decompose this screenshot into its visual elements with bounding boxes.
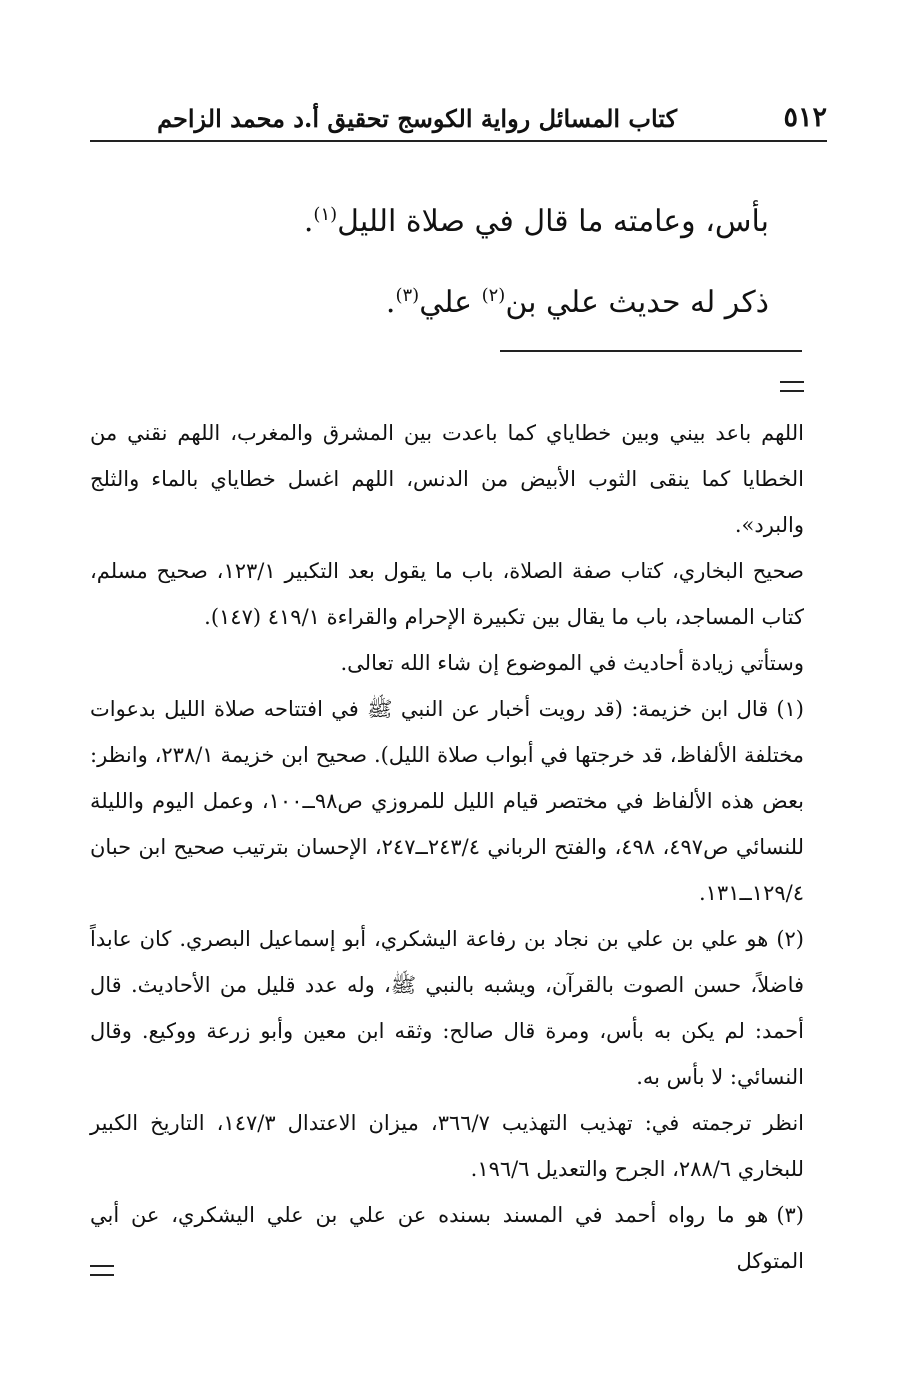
footnote-paragraph: انظر ترجمته في: تهذيب التهذيب ٣٦٦/٧، ميزان الاعتدال ١٤٧/٣، التاريخ الكبير للبخاري ٢٨٨/٦، الجرح والتعديل ١٩٦/٦. [90,1111,804,1181]
footnote-number: (٢) [776,927,804,951]
footnote-separator [500,350,802,352]
page-header [90,100,827,142]
page-number: ٥١٢ [783,102,827,133]
running-title: كتاب المسائل رواية الكوسج تحقيق أ.د محمد الزاحم [157,104,677,133]
footnote-1 [90,686,804,916]
footnote-number: (٣) [776,1203,804,1227]
footnote-paragraph: وستأتي زيادة أحاديث في الموضوع إن شاء الله تعالى. [340,651,804,675]
footnote-paragraph: صحيح البخاري، كتاب صفة الصلاة، باب ما يقول بعد التكبير ١٢٣/١، صحيح مسلم، كتاب المساجد، باب ما يقال بين تكبيرة الإحرام والقراءة ٤١٩/١ (١٤٧). [90,559,804,629]
continuation-mark [780,381,804,392]
footnote-paragraph: اللهم باعد بيني وبين خطاياي كما باعدت بين المشرق والمغرب، اللهم نقني من الخطايا كما ينقى الثوب الأبيض من الدنس، اللهم اغسل خطاياي بالماء والثلج والبرد». [90,421,804,537]
footnote-ref: (٣) [395,285,420,306]
footnote-2 [90,916,804,1100]
footnote-paragraph: (٣)هو ما رواه أحمد في المسند بسنده عن علي بن علي اليشكري، عن أبي المتوكل [90,1203,804,1273]
main-text-line: بأس، وعامته ما قال في صلاة الليل$^{(١)}$. [303,204,769,239]
footnote-ref: (١) [313,204,338,225]
footnote-ref: (٢) [481,285,506,306]
main-text-line: ذكر له حديث علي بن$^{(٢)}$ علي$^{(٣)}$. [385,285,769,320]
footnote-paragraph: (١)قال ابن خزيمة: (قد رويت أخبار عن النبي ﷺ في افتتاحه صلاة الليل بدعوات مختلفة الألفاظ، قد خرجتها في أبواب صلاة الليل). صحيح ابن خزيمة ٢٣٨/١، وانظر: بعض هذه الألفاظ في مختصر قيام الليل للمروزي ص٩٨ــ١٠٠، وعمل اليوم والليلة للنسائي ص٤٩٧، ٤٩٨، والفتح الرباني ٢٤٣/٤ــ٢٤٧، الإحسان بترتيب صحيح ابن حبان ١٢٩/٤ــ١٣١. [90,697,805,905]
main-text [169,178,769,340]
footnotes-section [90,410,804,1284]
footnote-paragraph: (٢)هو علي بن علي بن نجاد بن رفاعة اليشكري، أبو إسماعيل البصري. كان عابداً فاضلاً، حسن الصوت بالقرآن، ويشبه بالنبي ﷺ، وله عدد قليل من الأحاديث. قال أحمد: لم يكن به بأس، ومرة قال صالح: وثقه ابن معين وأبو زرعة ووكيع. وقال النسائي: لا بأس به. [90,927,804,1089]
footnote-number: (١) [776,697,804,721]
footnote-3 [90,1192,804,1284]
continuation-mark [90,1265,114,1276]
